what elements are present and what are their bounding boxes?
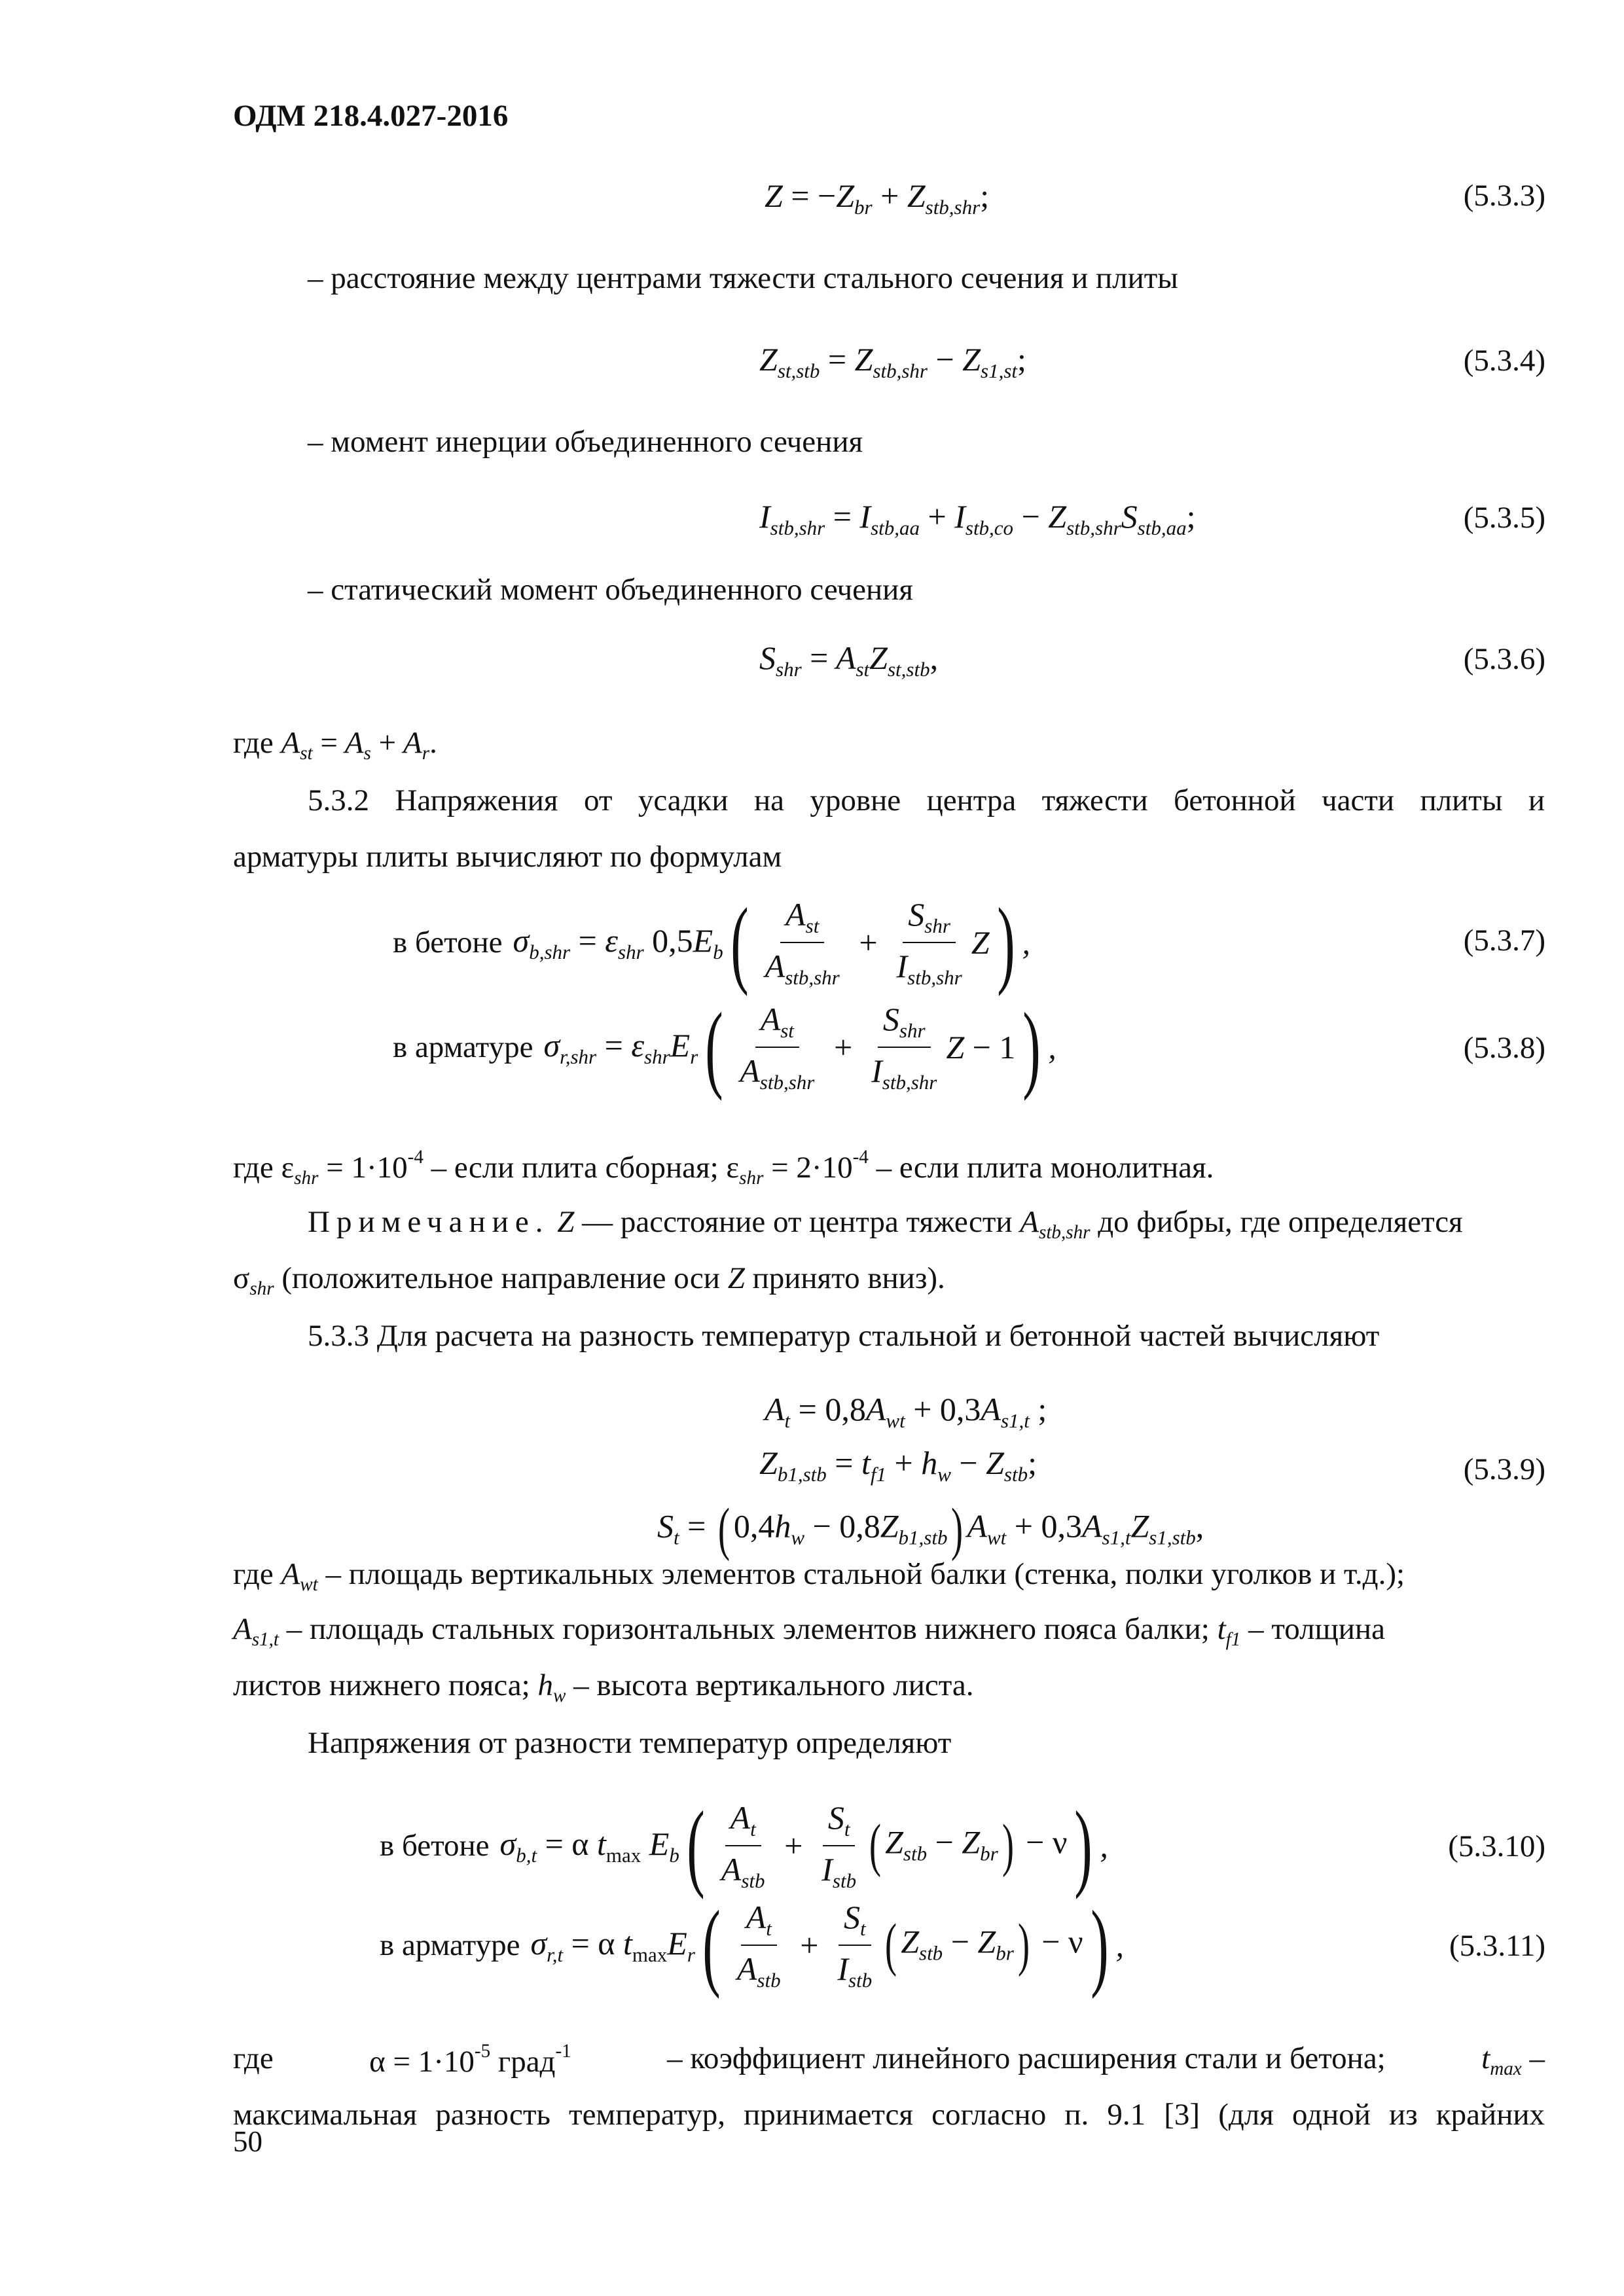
equation-5-3-9-b: $Z_{b1,stb} = t_{f1} + h_w - Z_{stb}$; bbox=[759, 1444, 1037, 1486]
equation-5-3-5: $I_{stb,shr} = I_{stb,aa} + I_{stb,co} - Z_{stb,shr}S_{stb,aa}$; bbox=[759, 498, 1196, 539]
paragraph-5-3-2-line2: арматуры плиты вычисляют по формулам bbox=[233, 840, 782, 874]
text-line: – момент инерции объединенного сечения bbox=[308, 425, 863, 459]
note-line1: Примечание. Z — расстояние от центра тяжести $A_{stb,shr}$ до фибры, где определяется bbox=[308, 1205, 1463, 1244]
paragraph-5-3-2-line1: 5.3.2 Напряжения от усадки на уровне центра тяжести бетонной части плиты и bbox=[308, 783, 1545, 817]
equation-number: (5.3.11) bbox=[1449, 1929, 1545, 1963]
text-line: где $A_{st} = A_s + A_r$. bbox=[233, 726, 437, 764]
text-line: – статический момент объединенного сечения bbox=[308, 573, 913, 607]
equation-5-3-4: $Z_{st,stb} = Z_{stb,shr} - Z_{s1,st}$; bbox=[759, 341, 1026, 382]
awt-line1: где $A_{wt}$ – площадь вертикальных элементов стальной балки (стенка, полки уголков и т.д.); bbox=[233, 1557, 1405, 1596]
alpha-line2: максимальная разность температур, принимается согласно п. 9.1 [3] (для одной из крайних bbox=[233, 2098, 1545, 2132]
equation-number: (5.3.8) bbox=[1463, 1031, 1545, 1065]
equation-number: (5.3.9) bbox=[1463, 1452, 1545, 1486]
awt-line2: $A_{s1,t}$ – площадь стальных горизонтальных элементов нижнего пояса балки; $t_{f1}$ – толщина bbox=[233, 1612, 1385, 1651]
equation-5-3-6: $S_{shr} = A_{st}Z_{st,stb}$, bbox=[759, 639, 939, 681]
equation-5-3-9-c: $S_t$ = ( $0,4h_w - 0,8Z_{b1,stb}$) $A_{wt} + 0,3A_{s1,t}Z_{s1,stb}$, bbox=[657, 1497, 1204, 1562]
document-header: ОДМ 218.4.027-2016 bbox=[233, 99, 509, 133]
awt-line3: листов нижнего пояса; $h_w$ – высота вертикального листа. bbox=[233, 1668, 974, 1707]
equation-5-3-8: в арматуре $\sigma_{r,shr} = \varepsilon_{shr}E_r$ ( $\frac{A_{st}}{A_{stb,shr}}$ + $\frac{S_{shr}}{I_{stb,shr}}$ Z − 1 ) , bbox=[393, 993, 1056, 1102]
equation-number: (5.3.7) bbox=[1463, 924, 1545, 958]
equation-5-3-9-a: $A_t = 0,8A_{wt} + 0,3A_{s1,t}$ ; bbox=[765, 1391, 1047, 1432]
equation-number: (5.3.10) bbox=[1448, 1829, 1545, 1863]
text-line: – расстояние между центрами тяжести стального сечения и плиты bbox=[308, 261, 1178, 295]
alpha-line1: где $\alpha = 1\cdot 10^{-5}$ град$^{-1}$ – коэффициент линейного расширения стали и бетона; $t_{max}$ – bbox=[233, 2041, 1545, 2080]
equation-number: (5.3.3) bbox=[1463, 179, 1545, 213]
equation-number: (5.3.4) bbox=[1463, 344, 1545, 378]
equation-5-3-3: $Z = -Z_{br} + Z_{stb,shr}$; bbox=[765, 177, 990, 219]
equation-number: (5.3.5) bbox=[1463, 501, 1545, 535]
equation-number: (5.3.6) bbox=[1463, 642, 1545, 676]
equation-5-3-10: в бетоне $\sigma_{b,t} = \alpha$ $t_{max}$ $E_b$ ( $\frac{A_t}{A_{stb}}$ + $\frac{S_t}{I_{stb}}$ ( $Z_{stb} - Z_{br}) - \nu$ ) , bbox=[380, 1791, 1108, 1900]
text-line: Напряжения от разности температур определяют bbox=[308, 1726, 952, 1760]
page-number: 50 bbox=[233, 2125, 262, 2158]
equation-5-3-7: в бетоне $\sigma_{b,shr} = \varepsilon_{shr}$ $0,5E_b$ ( $\frac{A_{st}}{A_{stb,shr}}$ + $\frac{S_{shr}}{I_{stb,shr}}$ Z ) , bbox=[393, 888, 1030, 997]
text-line: где $\varepsilon_{shr} = 1\cdot 10^{-4}$ – если плита сборная; $\varepsilon_{shr} = 2\cdot 10^{-4}$ – если плита монолитная. bbox=[233, 1147, 1214, 1189]
note-line2: $\sigma_{shr}$ (положительное направление оси Z принято вниз). bbox=[233, 1261, 945, 1300]
paragraph-5-3-3: 5.3.3 Для расчета на разность температур стальной и бетонной частей вычисляют bbox=[308, 1319, 1380, 1353]
equation-5-3-11: в арматуре $\sigma_{r,t} = \alpha$ $t_{max}E_r$ ( $\frac{A_t}{A_{stb}}$ + $\frac{S_t}{I_{stb}}$ ( $Z_{stb} - Z_{br}) - \nu$ ) , bbox=[380, 1891, 1125, 2000]
